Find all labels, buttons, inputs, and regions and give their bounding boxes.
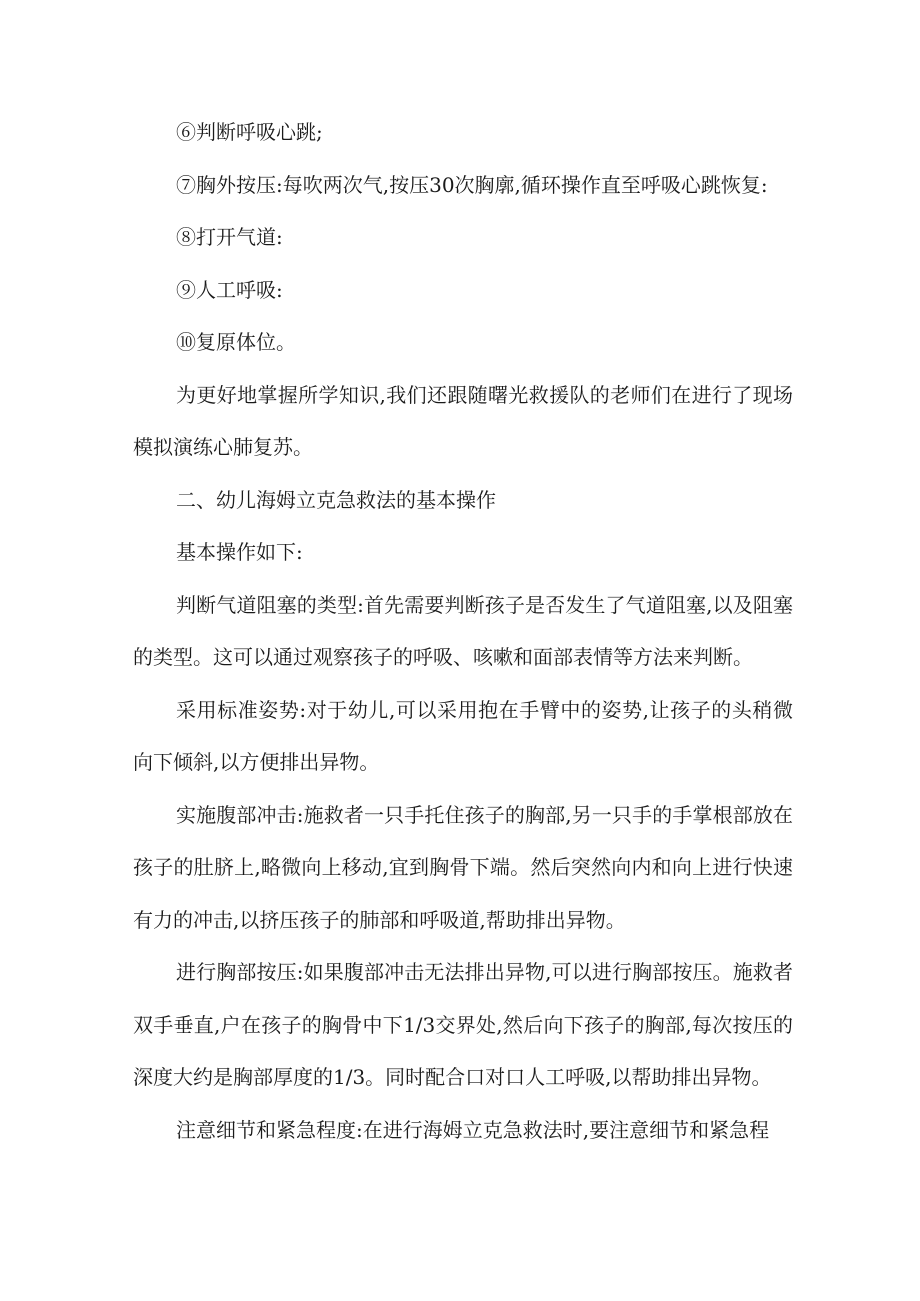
section-heading: 二、幼儿海姆立克急救法的基本操作 [176, 487, 496, 512]
list-item-9: ⑨人工呼吸: [176, 277, 283, 302]
list-item-8: ⑧打开气道: [176, 225, 283, 249]
list-item-7: ⑦胸外按压:每吹两次气,按压30次胸廓,循环操作直至呼吸心跳恢复: [176, 172, 768, 197]
body-paragraph: 进行胸部按压:如果腹部冲击无法排出异物,可以进行胸部按压。施救者双手垂直,户在孩子的胸骨中下1/3交界处,然后向下孩子的胸部,每次按压的深度大约是胸部厚度的1/3。同时配合口对口人工呼吸,以帮助排出异物。 [133, 960, 793, 1089]
body-paragraph: 采用标准姿势:对于幼儿,可以采用抱在手臂中的姿势,让孩子的头稍微向下倾斜,以方便排出异物。 [133, 697, 793, 774]
body-paragraph: 基本操作如下: [176, 540, 303, 564]
body-paragraph: 为更好地掌握所学知识,我们还跟随曙光救援队的老师们在进行了现场模拟演练心肺复苏。 [133, 382, 793, 459]
document-body [133, 106, 793, 1156]
list-item-10: ⑩复原体位。 [176, 330, 296, 354]
list-item-6: ⑥判断呼吸心跳; [176, 120, 323, 144]
body-paragraph: 注意细节和紧急程度:在进行海姆立克急救法时,要注意细节和紧急程 [176, 1117, 770, 1142]
body-paragraph: 实施腹部冲击:施救者一只手托住孩子的胸部,另一只手的手掌根部放在孩子的肚脐上,略微向上移动,宜到胸骨下端。然后突然向内和向上进行快速有力的冲击,以挤压孩子的肺部和呼吸道,帮助排出异物。 [133, 802, 793, 932]
body-paragraph: 判断气道阻塞的类型:首先需要判断孩子是否发生了气道阻塞,以及阻塞的类型。这可以通过观察孩子的呼吸、咳嗽和面部表情等方法来判断。 [133, 592, 793, 669]
